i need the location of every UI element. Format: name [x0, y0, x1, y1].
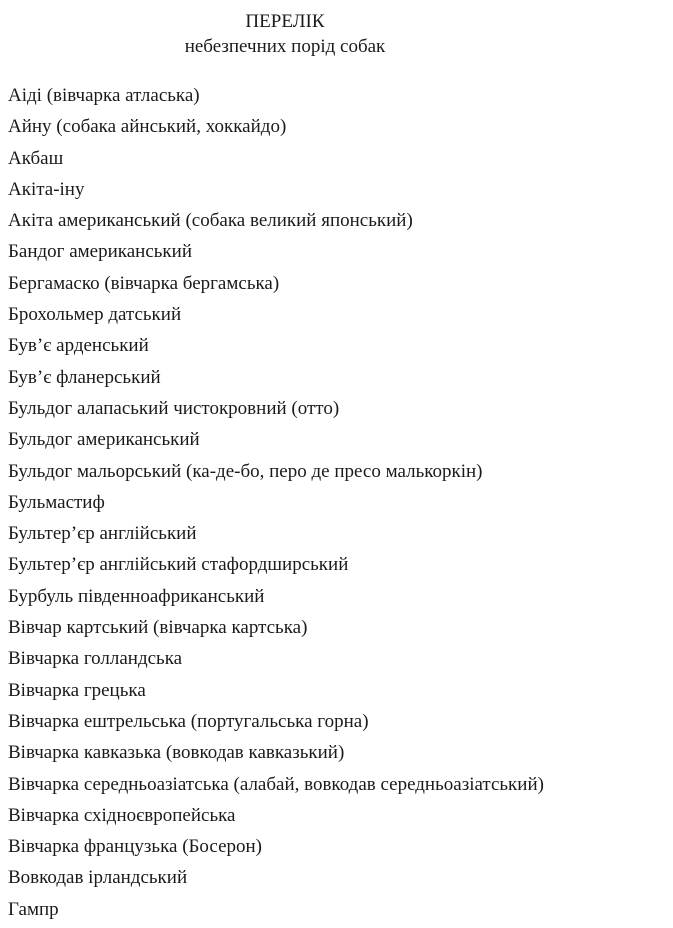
list-item: Вовкодав ірландський	[8, 867, 188, 889]
list-item: Вівчарка ештрельська (португальська горна)	[8, 710, 369, 732]
document-subtitle: небезпечних порід собак	[184, 36, 386, 57]
list-item: Гампр	[8, 898, 59, 920]
list-item: Був’є фланерський	[8, 366, 161, 388]
list-item: Бульмастиф	[8, 491, 105, 513]
list-item: Акіта американський (собака великий японський)	[8, 210, 413, 232]
list-item: Бергамаско (вівчарка бергамська)	[8, 272, 280, 294]
list-item: Акбаш	[8, 147, 64, 169]
list-item: Бандог американський	[8, 241, 192, 263]
list-item: Акіта-іну	[8, 178, 85, 200]
list-item: Вівчарка середньоазіатська (алабай, вовкодав середньоазіатський)	[8, 773, 544, 795]
list-item: Бурбуль південноафриканський	[8, 585, 265, 607]
list-item: Айну (собака айнський, хоккайдо)	[8, 116, 287, 138]
list-item: Бульдог мальорський (ка-де-бо, перо де пресо малькоркін)	[8, 460, 483, 482]
list-item: Був’є арденський	[8, 335, 149, 357]
list-item: Брохольмер датський	[8, 304, 182, 326]
list-item: Бультер’єр англійський	[8, 523, 197, 545]
list-item: Вівчарка голландська	[8, 648, 183, 670]
list-item: Вівчар картський (вівчарка картська)	[8, 617, 308, 639]
list-item: Аіді (вівчарка атласька)	[8, 85, 200, 106]
list-item: Вівчарка східноєвропейська	[8, 804, 236, 826]
document-title: ПЕРЕЛІК	[245, 11, 325, 32]
list-item: Бульдог алапаський чистокровний (отто)	[8, 397, 340, 419]
list-item: Бультер’єр англійський стафордширський	[8, 554, 349, 576]
list-item: Бульдог американський	[8, 429, 200, 451]
list-item: Вівчарка грецька	[8, 679, 146, 701]
list-item: Вівчарка кавказька (вовкодав кавказький)	[8, 742, 345, 764]
list-item: Вівчарка французька (Босерон)	[8, 836, 262, 858]
breed-list	[8, 80, 544, 925]
